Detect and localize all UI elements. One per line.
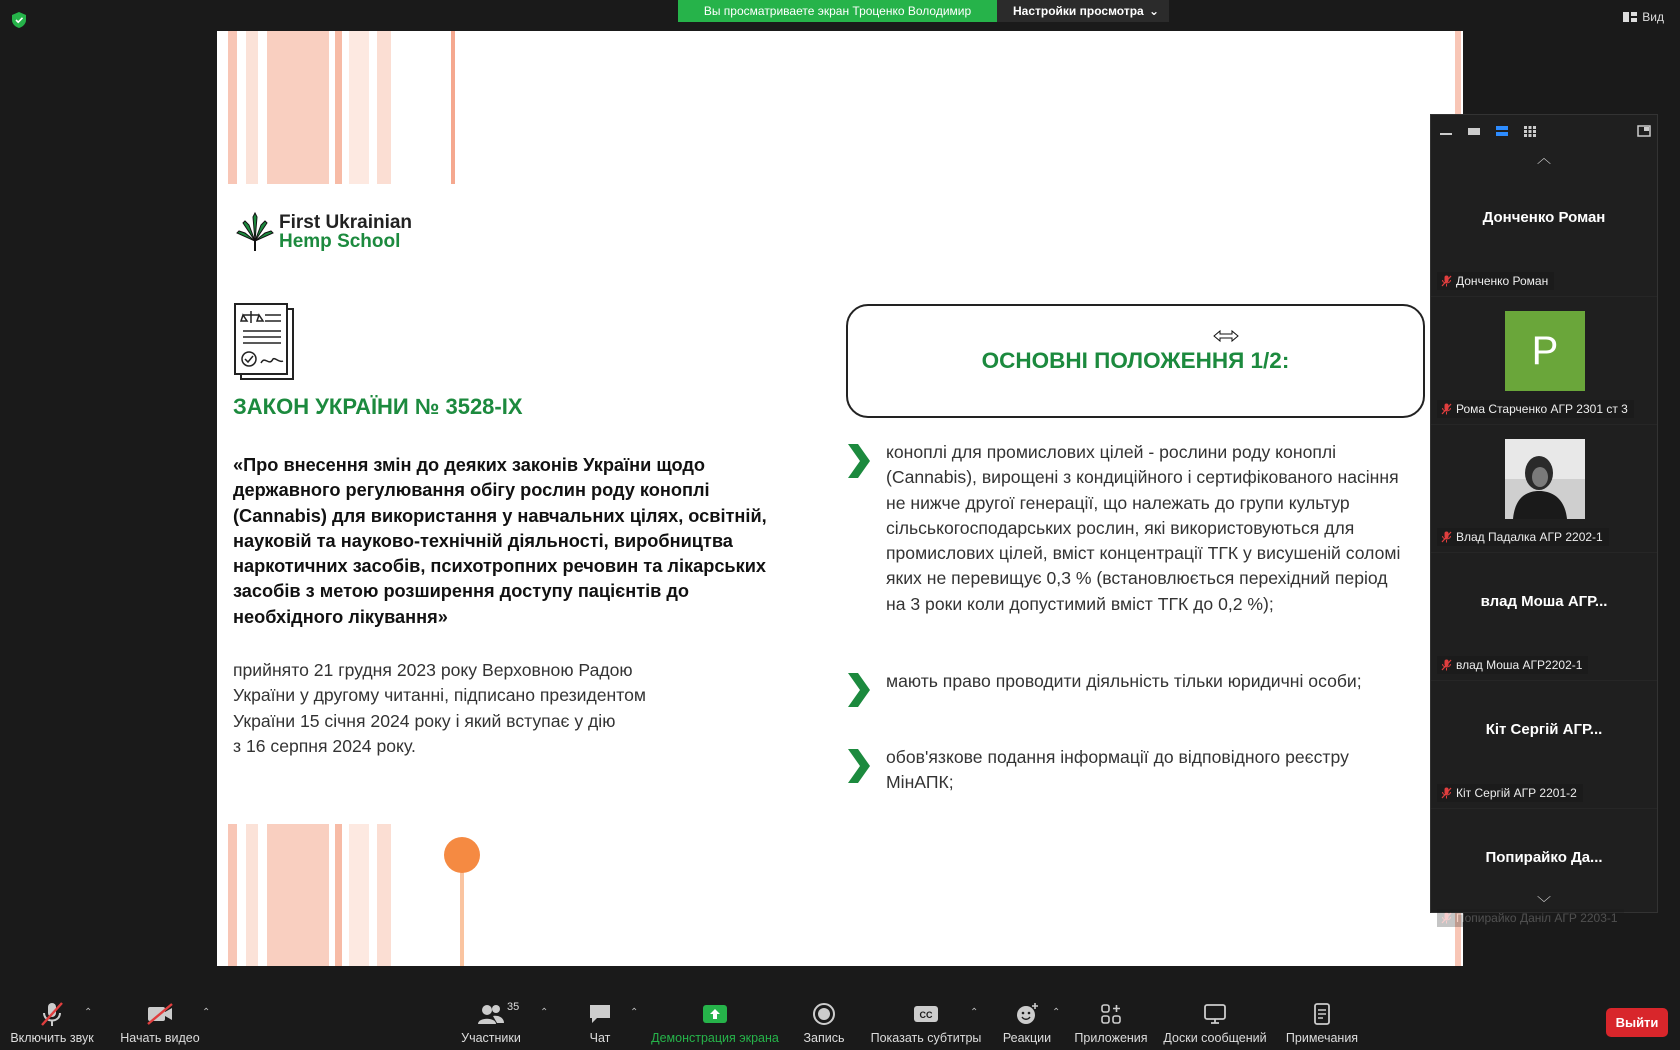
participant-label-text: Влад Падалка АГР 2202-1 [1456,530,1603,544]
audio-options-chevron-icon[interactable]: ⌃ [84,1007,93,1018]
grid-view-icon [1623,11,1637,23]
avatar [1505,311,1585,391]
participant-tile[interactable] [1431,553,1657,681]
apps-button[interactable] [1074,993,1148,1050]
participant-label-text: Попирайко Даніл АГР 2203-1 [1456,911,1618,925]
participants-button[interactable] [456,993,526,1050]
bullet-text: коноплі для промислових цілей - рослини роду коноплі (Cannabis), вирощені з кондиційного і сертифікованого насіння не нижче другої генерації, що належать до групи культур сільськогосподарських рослин, які використовуються для промислових цілей, вміст концентрації ТГК у висушеній соломі яких не перевищує 0,3 % (встановлюється перехідний період на 3 роки коли допустимий вміст ТГК до 0,2 %); [886,442,1401,614]
whiteboards-button[interactable] [1160,993,1270,1050]
mic-off-icon [1441,403,1452,415]
participant-display-name: Попирайко Да... [1485,848,1603,866]
unmute-button[interactable] [8,993,96,1050]
shield-check-icon[interactable] [12,12,26,28]
decorative-dot [444,837,480,873]
resize-cursor-icon [1213,329,1239,343]
scroll-up-chevron-icon[interactable]: ︿ [1537,150,1551,166]
chat-button[interactable] [582,993,618,1050]
chat-icon [588,1003,612,1025]
meeting-controls-toolbar [0,993,1680,1050]
participant-tile[interactable] [1431,809,1657,925]
reactions-button[interactable] [1000,993,1054,1050]
school-logo [235,211,412,253]
participant-tile[interactable] [1431,681,1657,809]
participant-tile[interactable] [1431,425,1657,553]
mic-off-icon [1441,912,1452,924]
participants-label: Участники [461,1031,521,1045]
participant-name-label [1437,400,1634,418]
participants-icon [477,1003,505,1025]
sharing-indicator: Вы просматриваете экран Троценко Володимир [678,0,997,22]
reactions-options-chevron-icon[interactable]: ⌃ [1052,1007,1061,1018]
single-view-icon[interactable] [1467,125,1481,137]
bullet-text: обов'язкове подання інформації до відповідного реєстру МінАПК; [886,747,1349,793]
apps-icon [1100,1003,1122,1025]
whiteboard-icon [1203,1003,1227,1025]
bullet-item [846,669,1411,709]
svg-text:CC: CC [919,1010,933,1020]
video-options-chevron-icon[interactable]: ⌃ [202,1007,211,1018]
participant-name-label [1437,272,1554,290]
participants-gallery-panel [1430,114,1658,925]
record-button[interactable] [798,993,850,1050]
chevron-right-icon [846,442,872,480]
participant-name-label [1437,784,1583,802]
unmute-label: Включить звук [10,1031,94,1045]
reactions-label: Реакции [1002,1031,1052,1045]
view-button[interactable] [1623,10,1664,24]
show-captions-label: Показать субтитры [870,1031,982,1045]
logo-line-1: First Ukrainian [279,212,413,233]
avatar-photo [1505,439,1585,519]
chat-label: Чат [589,1031,611,1045]
decorative-line [460,871,464,966]
panel-toolbar [1431,115,1657,147]
pop-out-icon[interactable] [1637,125,1651,137]
share-screen-label: Демонстрация экрана [651,1031,779,1045]
start-video-button[interactable] [118,993,202,1050]
hemp-leaf-icon [235,211,275,253]
view-label: Вид [1642,10,1664,24]
mic-off-icon [1441,659,1452,671]
participant-tile[interactable] [1431,297,1657,425]
participant-label-text: Рома Старченко АГР 2301 ст 3 [1456,402,1628,416]
shared-slide [217,31,1463,966]
participant-name-label [1437,656,1588,674]
notes-button[interactable] [1284,993,1360,1050]
chevron-down-icon: ⌄ [1148,4,1159,18]
avatar-initial: P [1531,328,1559,373]
chevron-right-icon [846,747,872,785]
apps-label: Приложения [1074,1031,1148,1045]
participant-name-label [1437,528,1609,546]
mic-muted-icon [40,1001,64,1027]
bullet-text: мають право проводити діяльність тільки юридичні особи; [886,671,1362,691]
mic-off-icon [1441,275,1452,287]
key-provisions-box [846,304,1425,418]
show-captions-button[interactable] [870,993,982,1050]
view-settings-label: Настройки просмотра [1013,4,1144,18]
law-title: ЗАКОН УКРАЇНИ № 3528-IX [233,394,523,419]
participants-count: 35 [507,1001,520,1013]
law-adoption-text: прийнято 21 грудня 2023 року Верховною Радою України у другому читанні, підписано президентом України 15 січня 2024 року і який вступає у дію з 16 серпня 2024 року. [233,660,646,756]
logo-line-2: Hemp School [279,231,401,252]
participants-options-chevron-icon[interactable]: ⌃ [540,1007,549,1018]
participant-display-name: Кіт Сергій АГР... [1485,720,1603,738]
participant-label-text: Донченко Роман [1456,274,1549,288]
bullet-item [846,440,1411,617]
view-settings-dropdown[interactable] [997,0,1169,22]
participant-label-text: влад Моша АГР2202-1 [1456,658,1583,672]
video-off-icon [146,1003,174,1025]
chat-options-chevron-icon[interactable]: ⌃ [630,1007,639,1018]
key-provisions-title: ОСНОВНІ ПОЛОЖЕННЯ 1/2: [981,348,1290,373]
grid-view-icon[interactable] [1523,125,1537,137]
captions-options-chevron-icon[interactable]: ⌃ [970,1007,979,1018]
law-description: «Про внесення змін до деяких законів України щодо державного регулювання обігу рослин роду коноплі (Cannabis) для використання у навчальних цілях, освітній, науковій та науково-технічній діяльності, виробництва наркотичних засобів, психотропних речовин та лікарських засобів з метою розширення доступу пацієнтів до необхідного лікування» [233,455,767,627]
record-label: Запись [803,1031,845,1045]
share-screen-icon [702,1004,728,1024]
leave-meeting-button[interactable]: Выйти [1606,1008,1668,1037]
participant-label-text: Кіт Сергій АГР 2201-2 [1456,786,1577,800]
share-banner [678,0,1169,22]
reactions-icon [1015,1002,1039,1026]
mic-off-icon [1441,531,1452,543]
strip-view-icon[interactable] [1495,125,1509,137]
legal-document-icon [233,303,295,381]
mic-off-icon [1441,787,1452,799]
start-video-label: Начать видео [120,1031,200,1045]
share-screen-button[interactable] [650,993,780,1050]
record-icon [812,1002,836,1026]
scroll-down-chevron-icon[interactable]: ﹀ [1537,895,1551,911]
participant-display-name: влад Моша АГР... [1480,592,1608,610]
chevron-right-icon [846,671,872,709]
notes-label: Примечания [1285,1031,1359,1045]
notes-icon [1312,1002,1332,1026]
participant-tile[interactable] [1431,169,1657,297]
bullet-item [846,745,1411,796]
captions-icon [913,1004,939,1024]
participant-display-name: Донченко Роман [1482,208,1606,226]
minimize-view-icon[interactable] [1439,125,1453,137]
whiteboards-label: Доски сообщений [1163,1031,1267,1045]
